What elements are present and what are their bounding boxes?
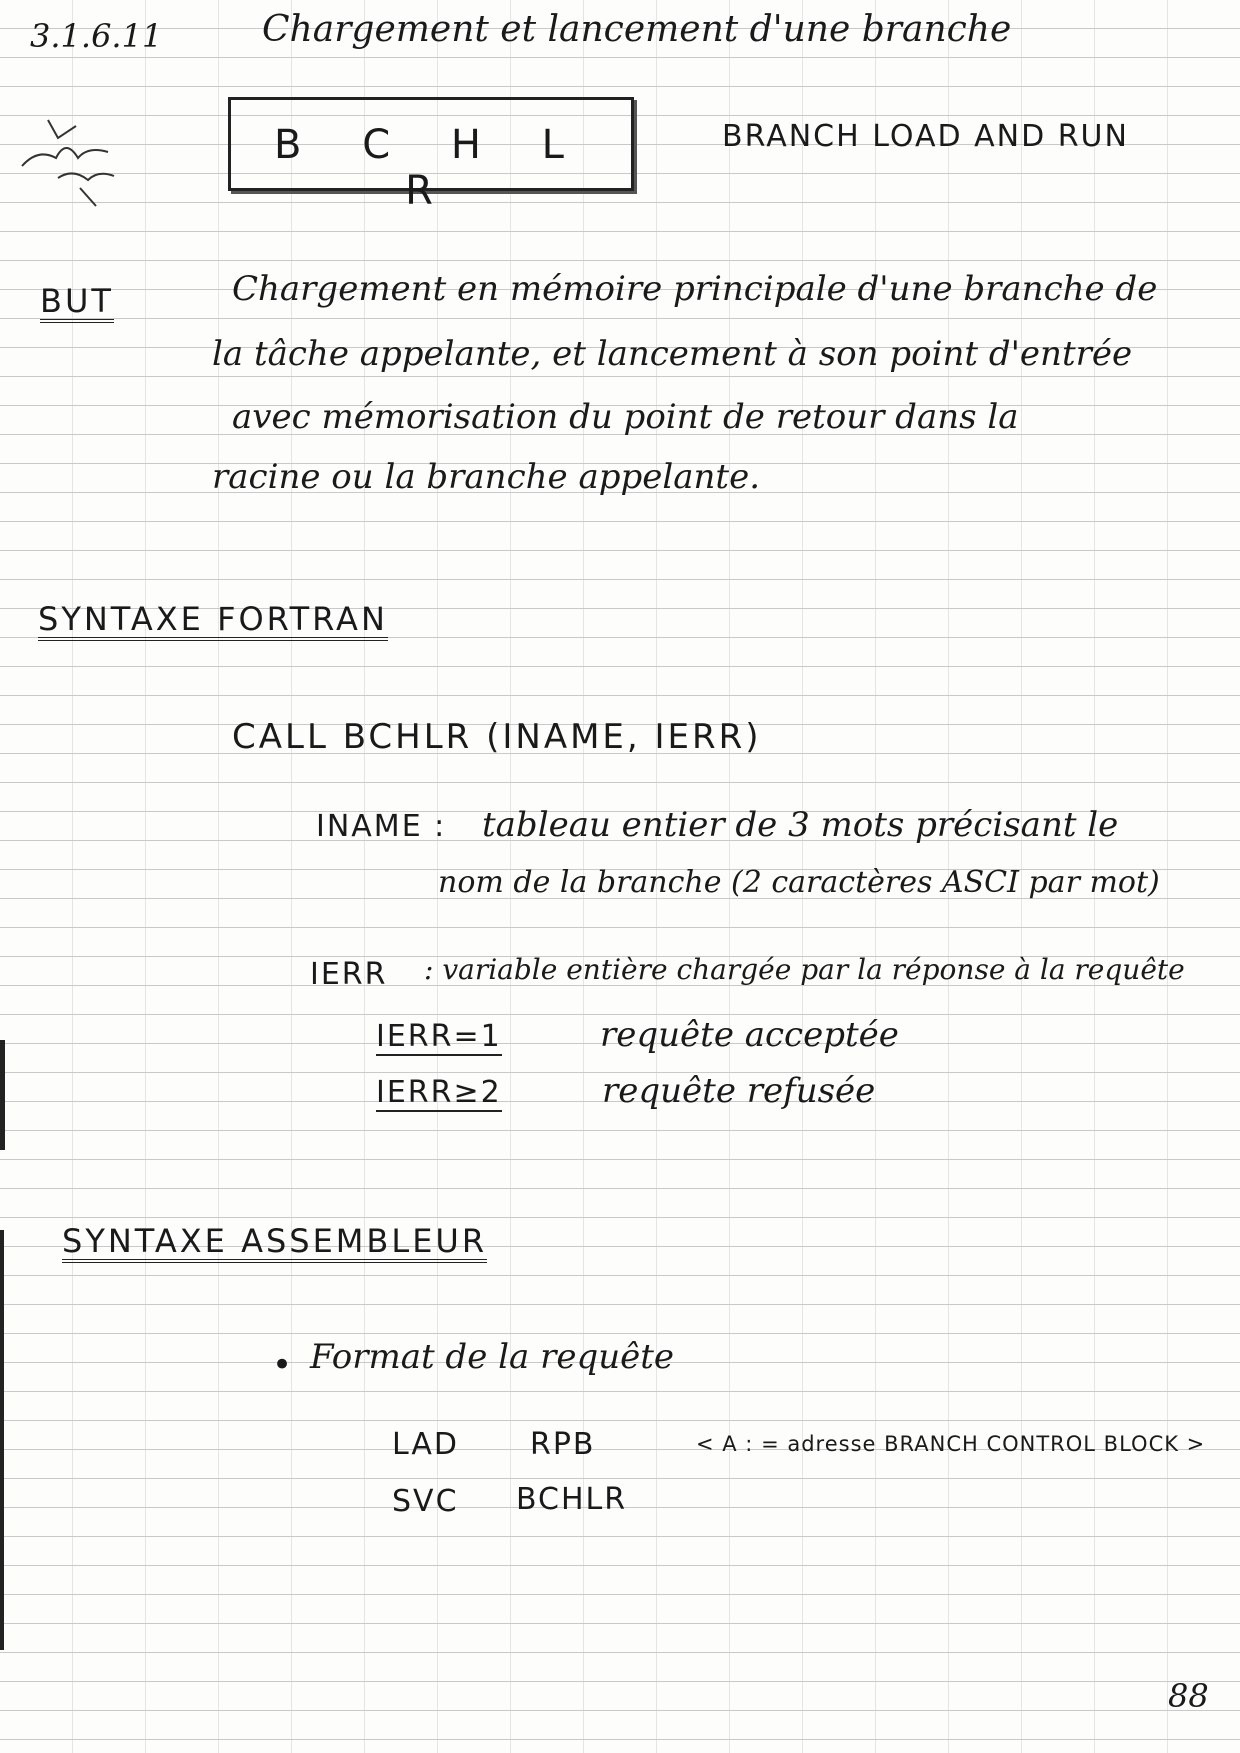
format-bullet: •	[272, 1345, 293, 1385]
section-title: Chargement et lancement d'une branche	[262, 9, 1012, 50]
instruction-2-operand: BCHLR	[516, 1482, 628, 1517]
but-line-4: racine ou la branche appelante.	[212, 457, 761, 497]
page-number: 88	[1168, 1677, 1209, 1715]
format-label: Format de la requête	[310, 1337, 675, 1377]
iname-label: INAME :	[316, 809, 447, 844]
fortran-heading: SYNTAXE FORTRAN	[38, 603, 388, 641]
but-line-1: Chargement en mémoire principale d'une branche de	[232, 269, 1158, 309]
but-line-2: la tâche appelante, et lancement à son point d'entrée	[212, 334, 1133, 374]
iname-description-1: tableau entier de 3 mots précisant le	[482, 805, 1119, 845]
but-label: BUT	[40, 285, 114, 323]
command-expansion: BRANCH LOAD AND RUN	[722, 119, 1129, 154]
ierr-description: : variable entière chargée par la réponse à la requête	[424, 953, 1185, 986]
instruction-1-opcode: LAD	[392, 1427, 460, 1462]
section-number: 3.1.6.11	[30, 17, 163, 55]
fortran-call: CALL BCHLR (INAME, IERR)	[232, 717, 762, 757]
initials-scribble-icon	[18, 118, 130, 208]
ierr-label: IERR	[310, 957, 388, 992]
but-line-3: avec mémorisation du point de retour dans la	[232, 397, 1019, 437]
scan-edge-mark	[0, 1040, 5, 1150]
instruction-2-opcode: SVC	[392, 1484, 459, 1519]
ierr-refused-code: IERR≥2	[376, 1075, 502, 1110]
ierr-accepted-code: IERR=1	[376, 1019, 502, 1054]
command-name-box	[228, 97, 634, 214]
assembleur-heading: SYNTAXE ASSEMBLEUR	[62, 1225, 487, 1263]
ierr-accepted-description: requête acceptée	[600, 1015, 899, 1055]
iname-description-2: nom de la branche (2 caractères ASCI par mot)	[438, 865, 1160, 900]
command-name: B C H L R	[274, 122, 588, 214]
ierr-refused-description: requête refusée	[602, 1071, 876, 1111]
scan-edge-mark	[0, 1230, 4, 1650]
instruction-1-operand: RPB	[530, 1427, 596, 1462]
instruction-1-comment: < A : = adresse BRANCH CONTROL BLOCK >	[696, 1432, 1206, 1456]
